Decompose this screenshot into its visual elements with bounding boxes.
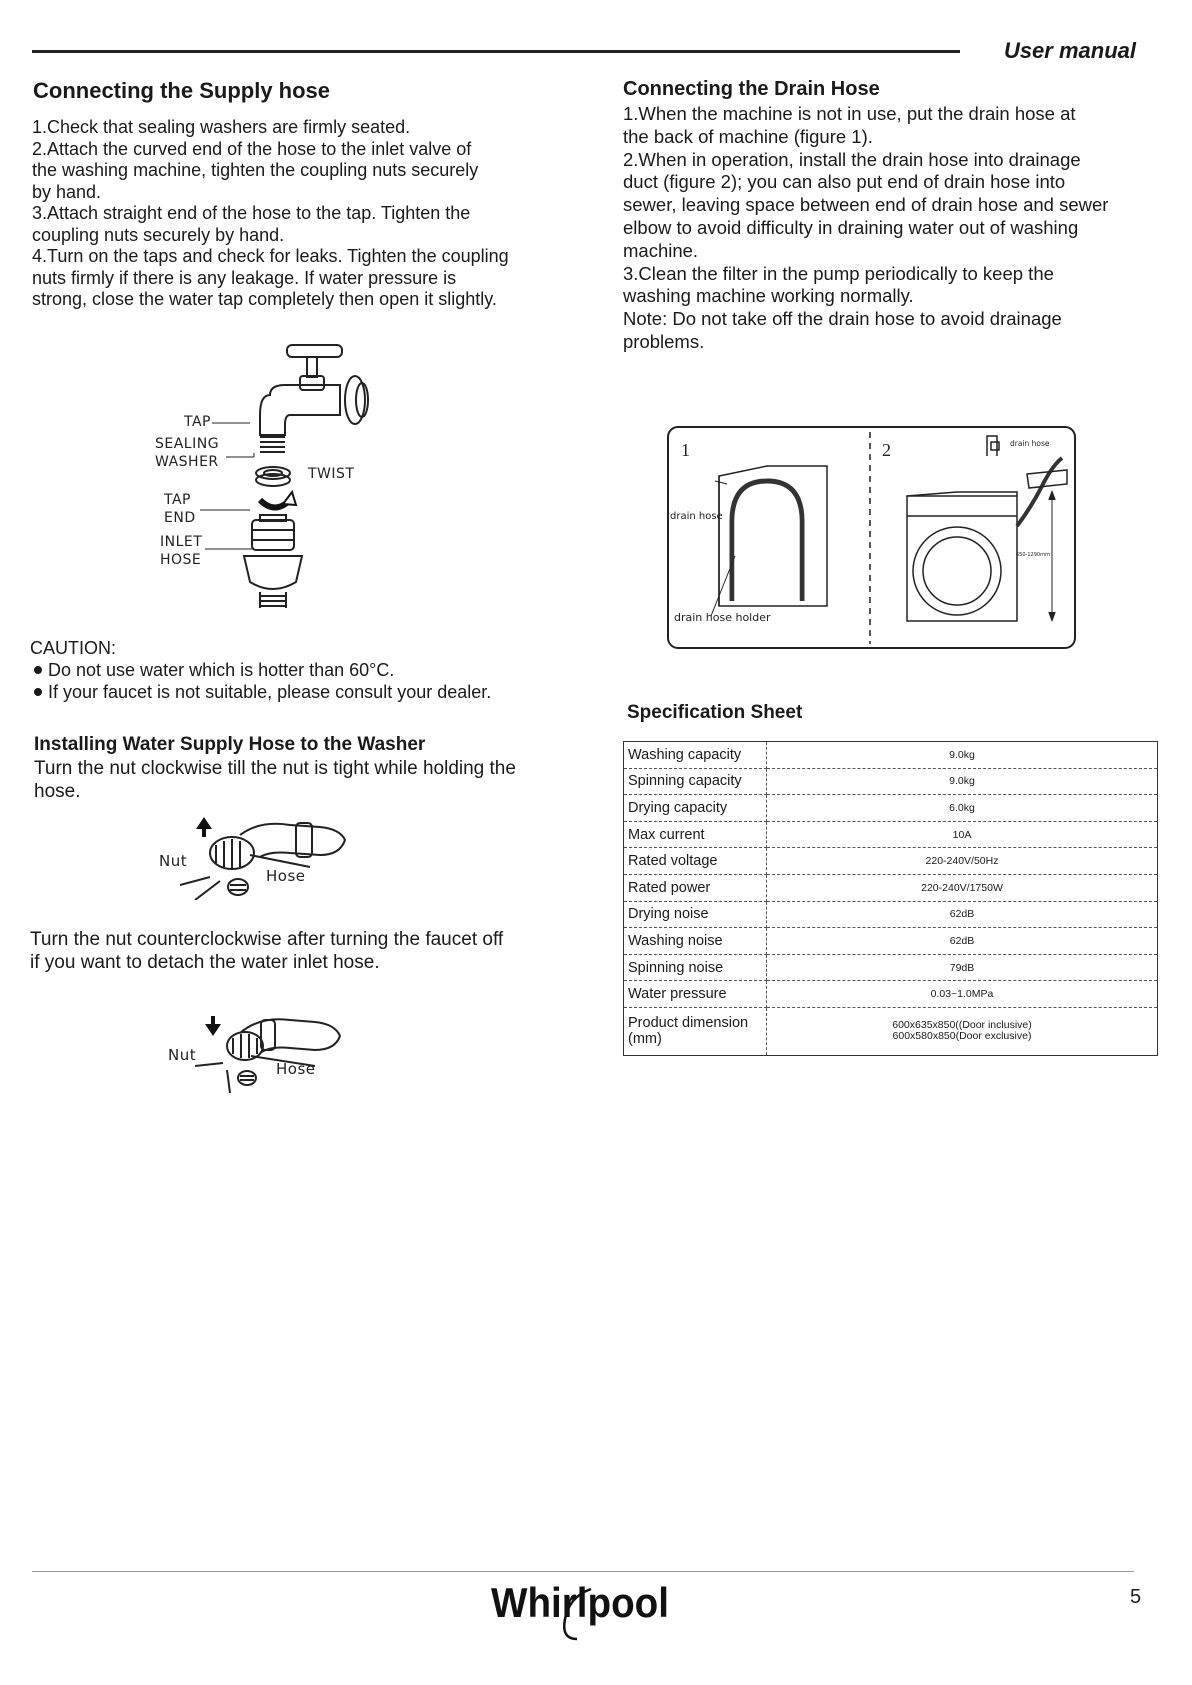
table-row	[624, 742, 1158, 769]
supply-hose-heading: Connecting the Supply hose	[33, 78, 331, 103]
text-line: the back of machine (figure 1).	[623, 125, 873, 147]
text-line: 3.Clean the filter in the pump periodically to keep the	[623, 262, 1054, 284]
step-line: strong, close the water tap completely then open it slightly.	[32, 289, 497, 309]
spec-value: 6.0kg	[767, 795, 1158, 822]
label-drain-hose-right: drain hose	[1010, 439, 1050, 448]
spec-value	[767, 1007, 1158, 1055]
bullet-icon	[34, 688, 42, 696]
text-line: machine.	[623, 239, 699, 261]
supply-hose-steps	[32, 117, 509, 311]
brand-logo-text: Whirlpool	[491, 1579, 669, 1626]
step-line: 4.Turn on the taps and check for leaks. Tighten the coupling	[32, 246, 509, 266]
document-title: User manual	[1003, 38, 1136, 63]
leader-line	[226, 453, 256, 479]
spec-label: Max current	[624, 821, 767, 848]
leader-line	[205, 546, 255, 552]
label-nut: Nut	[168, 1046, 197, 1064]
spec-label-line: (mm)	[628, 1031, 662, 1048]
spec-value: 62dB	[767, 928, 1158, 955]
label-tap: TAP	[184, 414, 211, 430]
nut-counterclockwise-illustration	[195, 1008, 355, 1103]
detach-hose-text	[30, 928, 503, 974]
table-row	[624, 821, 1158, 848]
table-row	[624, 768, 1158, 795]
text-line: elbow to avoid difficulty in draining water out of washing	[623, 216, 1079, 238]
spec-label: Spinning capacity	[624, 768, 767, 795]
machine-back-icon	[711, 466, 827, 616]
text-line: problems.	[623, 330, 705, 352]
drain-hose-heading: Connecting the Drain Hose	[623, 78, 880, 100]
spec-label-line: Product dimension	[628, 1015, 749, 1032]
step-line: coupling nuts securely by hand.	[32, 224, 285, 245]
spec-value: 79dB	[767, 954, 1158, 981]
table-row	[624, 848, 1158, 875]
footer-rule	[32, 1571, 1134, 1572]
hose-icon	[240, 824, 345, 857]
spec-value-line: 600x580x850(Door exclusive)	[892, 1030, 1032, 1043]
text-line: hose.	[34, 781, 81, 802]
label-height-range: 650-1290mm	[1016, 552, 1050, 558]
spec-label: Washing capacity	[624, 742, 767, 769]
step-line: 3.Attach straight end of the hose to the tap. Tighten the	[32, 203, 471, 223]
caution-block	[30, 637, 491, 703]
text-line: if you want to detach the water inlet hose.	[30, 952, 380, 973]
label-inlet-2: HOSE	[160, 552, 202, 568]
spec-value: 220-240V/50Hz	[767, 848, 1158, 875]
up-arrow-icon	[196, 817, 212, 837]
table-row	[624, 954, 1158, 981]
text-line: 2.When in operation, install the drain hose into drainage	[623, 148, 1081, 170]
inlet-hose-icon	[244, 556, 302, 589]
leader-line	[200, 507, 252, 513]
table-row	[624, 795, 1158, 822]
spec-table	[623, 741, 1158, 1056]
label-hose: Hose	[266, 867, 306, 885]
figure-2-label: 2	[882, 440, 892, 460]
step-line: the washing machine, tighten the coupling nuts securely	[32, 160, 479, 180]
bullet-icon	[34, 666, 42, 674]
text-line: washing machine working normally.	[623, 285, 914, 307]
hose-icon	[240, 1019, 340, 1053]
label-washer: WASHER	[155, 454, 219, 470]
spec-label: Drying capacity	[624, 795, 767, 822]
tap-handle-icon	[287, 345, 342, 357]
text-line: 1.When the machine is not in use, put the drain hose at	[623, 103, 1076, 124]
label-hose: Hose	[276, 1060, 316, 1078]
spec-label: Rated voltage	[624, 848, 767, 875]
label-nut: Nut	[159, 852, 188, 870]
spec-heading: Specification Sheet	[627, 702, 803, 723]
header-rule	[32, 50, 960, 53]
table-row	[624, 874, 1158, 901]
text-line: Turn the nut counterclockwise after turning the faucet off	[30, 929, 504, 950]
spec-value: 0.03~1.0MPa	[767, 981, 1158, 1008]
page-number: 5	[1130, 1586, 1142, 1608]
label-twist: TWIST	[308, 466, 355, 482]
down-arrow-icon	[205, 1016, 221, 1036]
spec-value: 10A	[767, 821, 1158, 848]
step-line: 2.Attach the curved end of the hose to the inlet valve of	[32, 138, 472, 159]
text-line: sewer, leaving space between end of drain hose and sewer	[623, 194, 1109, 216]
step-line: nuts firmly if there is any leakage. If water pressure is	[32, 267, 457, 288]
whirlpool-logo	[491, 1577, 671, 1647]
spec-label: Drying noise	[624, 901, 767, 928]
table-row	[624, 928, 1158, 955]
caution-title: CAUTION:	[30, 638, 117, 658]
leader-line	[212, 422, 252, 428]
spec-value: 9.0kg	[767, 768, 1158, 795]
table-row	[624, 981, 1158, 1008]
label-drain-hose: drain hose	[670, 511, 723, 522]
table-row	[624, 901, 1158, 928]
figure-1-label: 1	[681, 440, 691, 460]
spec-label	[624, 1007, 767, 1055]
label-tap-end-1: TAP	[164, 492, 191, 508]
label-inlet-1: INLET	[160, 534, 203, 550]
caution-item: Do not use water which is hotter than 60°C.	[30, 659, 491, 681]
spec-label: Washing noise	[624, 928, 767, 955]
step-line: 1.Check that sealing washers are firmly seated.	[32, 117, 411, 137]
spec-value: 9.0kg	[767, 742, 1158, 769]
label-drain-hose-holder: drain hose holder	[674, 611, 771, 624]
step-line: by hand.	[32, 181, 102, 202]
text-line: Note: Do not take off the drain hose to avoid drainage	[623, 308, 1062, 330]
text-line: duct (figure 2); you can also put end of drain hose into	[623, 171, 1066, 193]
text-line: Turn the nut clockwise till the nut is tight while holding the	[34, 758, 516, 779]
spec-label: Rated power	[624, 874, 767, 901]
label-sealing: SEALING	[155, 436, 220, 452]
faucet-icon	[260, 385, 340, 435]
nut-clockwise-illustration	[180, 815, 350, 900]
caution-item: If your faucet is not suitable, please consult your dealer.	[30, 681, 491, 703]
install-hose-heading: Installing Water Supply Hose to the Washer	[34, 734, 426, 755]
table-row	[624, 1007, 1158, 1055]
drain-hose-text	[623, 103, 1108, 354]
spec-value: 220-240V/1750W	[767, 874, 1158, 901]
install-hose-text	[34, 757, 516, 803]
twist-arrow-icon	[283, 492, 296, 505]
spec-label: Spinning noise	[624, 954, 767, 981]
spec-label: Water pressure	[624, 981, 767, 1008]
spec-value-line: 600x635x850((Door inclusive)	[892, 1019, 1032, 1032]
washing-machine-icon	[907, 436, 1067, 621]
spec-value: 62dB	[767, 901, 1158, 928]
label-tap-end-2: END	[164, 510, 196, 526]
